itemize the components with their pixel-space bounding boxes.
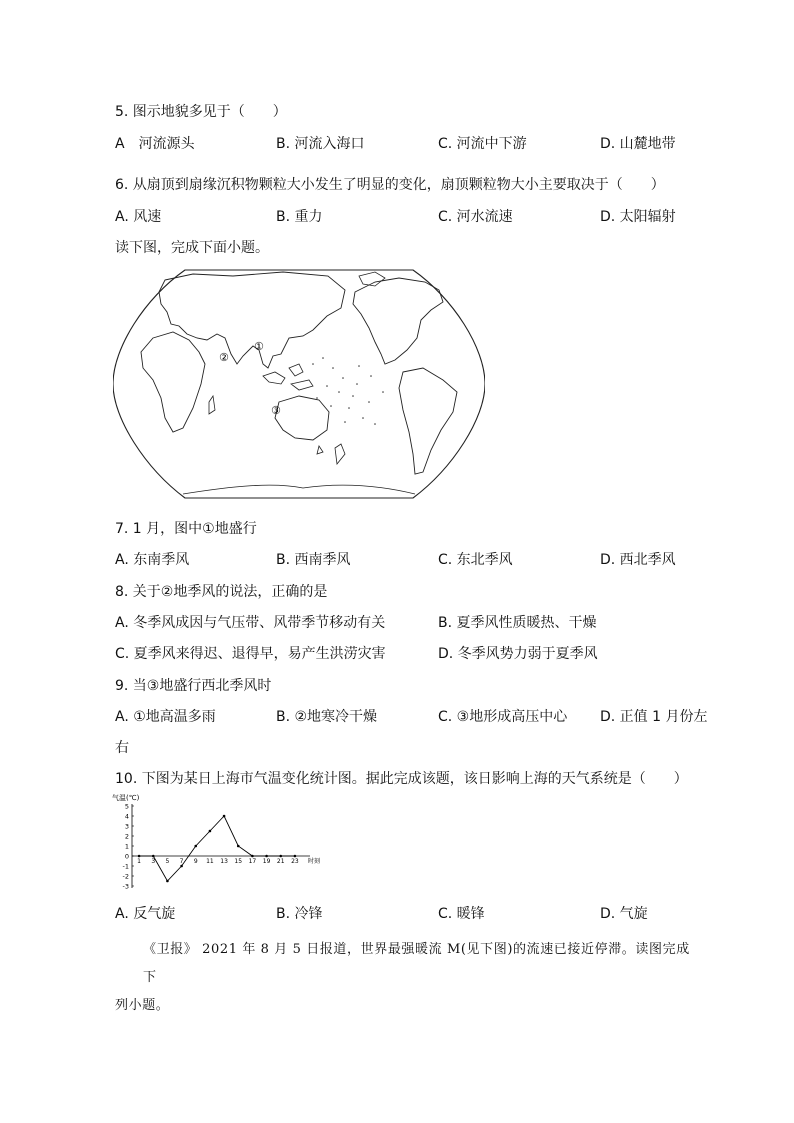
y-tick-label: -3 [122, 882, 129, 891]
y-tick-label: 5 [124, 802, 129, 811]
q9-option-a: A. ①地高温多雨 [115, 709, 216, 725]
temperature-chart [112, 790, 337, 892]
passage [115, 936, 695, 1020]
question-6-stem: 6. 从扇顶到扇缘沉积物颗粒大小发生了明显的变化，扇顶颗粒物大小主要取决于（ ） [115, 177, 665, 193]
x-tick-label: 23 [291, 858, 299, 865]
data-point [152, 855, 155, 858]
q8-option-b: B. 夏季风性质暖热、干燥 [438, 615, 597, 631]
q10-option-c: C. 暖锋 [438, 906, 485, 922]
x-axis-label: 时刻 [308, 858, 321, 865]
x-tick-label: 17 [248, 858, 257, 865]
x-tick-label: 9 [193, 858, 198, 865]
q9-option-d-wrap: 右 [115, 740, 129, 756]
map-intro: 读下图，完成下面小题。 [115, 240, 269, 256]
q9-option-c: C. ③地形成高压中心 [438, 709, 568, 725]
y-tick-label: -2 [122, 872, 129, 881]
x-tick-label: 1 [137, 858, 141, 865]
q5-option-d: D. 山麓地带 [600, 136, 676, 152]
q7-option-b: B. 西南季风 [276, 552, 351, 568]
q10-option-a: A. 反气旋 [115, 906, 176, 922]
data-point [209, 830, 212, 833]
data-point [294, 855, 297, 858]
x-tick-label: 7 [179, 858, 184, 865]
x-tick-label: 13 [220, 858, 228, 865]
passage-line-2: 列小题。 [115, 998, 170, 1013]
q6-option-b: B. 重力 [276, 209, 323, 225]
question-8-stem: 8. 关于②地季风的说法，正确的是 [115, 584, 328, 600]
data-point [194, 845, 197, 848]
y-tick-label: 3 [124, 822, 129, 831]
y-axis-label: 气温(℃) [112, 794, 140, 802]
data-point [180, 865, 183, 868]
q8-option-d: D. 冬季风势力弱于夏季风 [438, 646, 598, 662]
data-point [166, 880, 169, 883]
q9-option-b: B. ②地寒冷干燥 [276, 709, 378, 725]
world-map [113, 268, 485, 500]
question-9-stem: 9. 当③地盛行西北季风时 [115, 678, 272, 694]
x-tick-label: 5 [165, 858, 170, 865]
data-point [251, 855, 254, 858]
q5-option-c: C. 河流中下游 [438, 136, 527, 152]
q6-option-c: C. 河水流速 [438, 209, 513, 225]
y-tick-label: 0 [124, 852, 129, 861]
temperature-line [139, 816, 295, 881]
data-point [279, 855, 282, 858]
q5-option-b: B. 河流入海口 [276, 136, 365, 152]
q10-option-b: B. 冷锋 [276, 906, 323, 922]
q8-option-c: C. 夏季风来得迟、退得早，易产生洪涝灾害 [115, 646, 386, 662]
y-tick-label: 2 [124, 832, 129, 841]
y-tick-label: -1 [122, 862, 129, 871]
q7-option-c: C. 东北季风 [438, 552, 513, 568]
data-point [138, 855, 141, 858]
x-tick-label: 19 [262, 858, 271, 865]
q7-option-a: A. 东南季风 [115, 552, 190, 568]
question-5-stem: 5. 图示地貌多见于（ ） [115, 104, 287, 120]
q5-option-a: A 河流源头 [115, 136, 195, 152]
q6-option-d: D. 太阳辐射 [600, 209, 676, 225]
y-tick-label: 4 [124, 812, 129, 821]
data-point [265, 855, 268, 858]
data-point [223, 815, 226, 818]
q10-option-d: D. 气旋 [600, 906, 648, 922]
x-tick-label: 15 [234, 858, 243, 865]
passage-line-1: 《卫报》 2021 年 8 月 5 日报道，世界最强暖流 M(见下图)的流速已接近停滞。读图完成下 [143, 942, 690, 985]
q7-option-d: D. 西北季风 [600, 552, 676, 568]
question-7-stem: 7. 1 月，图中①地盛行 [115, 521, 257, 537]
map-label-3: ③ [271, 404, 281, 417]
map-label-1: ① [254, 340, 264, 353]
y-tick-label: 1 [124, 842, 129, 851]
q9-option-d: D. 正值 1 月份左 [600, 709, 708, 725]
x-tick-label: 3 [151, 858, 156, 865]
map-label-2: ② [219, 351, 229, 364]
q8-option-a: A. 冬季风成因与气压带、风带季节移动有关 [115, 615, 386, 631]
x-tick-label: 21 [276, 858, 285, 865]
question-10-stem: 10. 下图为某日上海市气温变化统计图。据此完成该题，该日影响上海的天气系统是（ ） [115, 771, 688, 787]
q6-option-a: A. 风速 [115, 209, 162, 225]
data-point [237, 845, 240, 848]
x-tick-label: 11 [206, 858, 214, 865]
